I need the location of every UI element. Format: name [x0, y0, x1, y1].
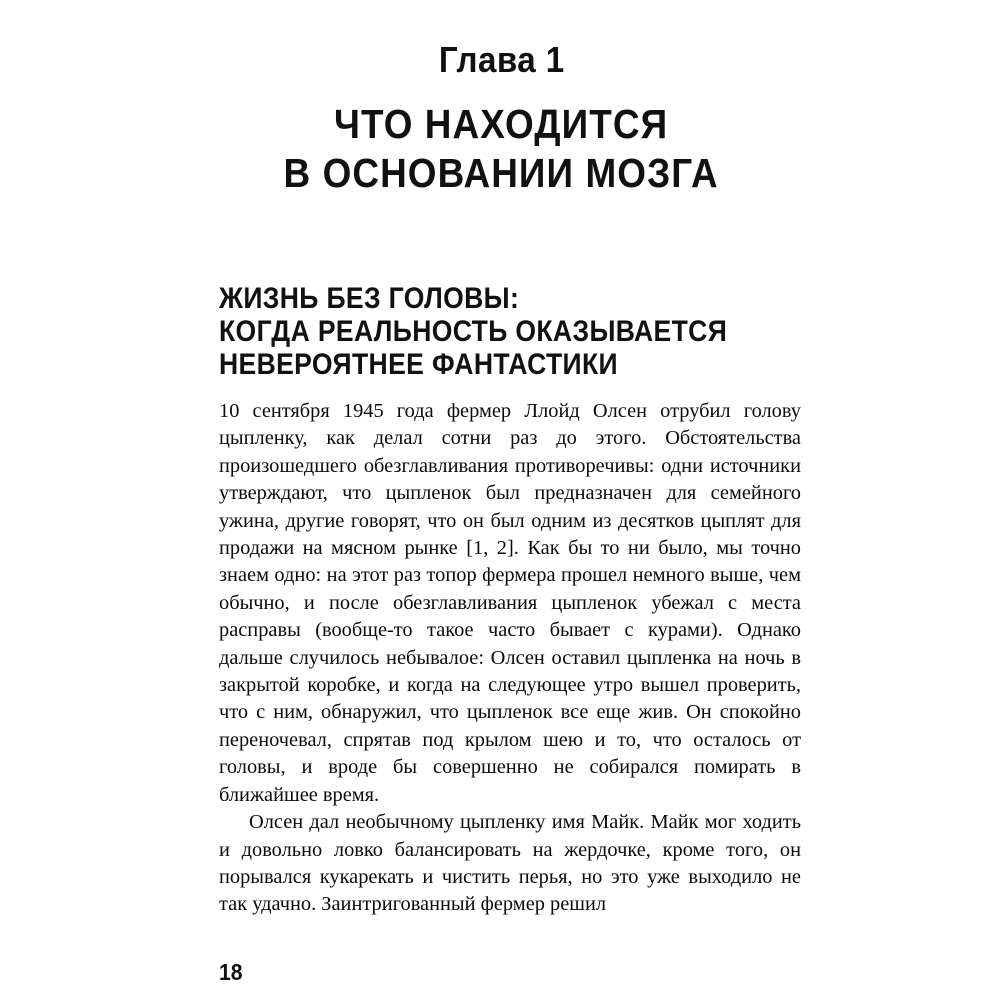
page-number: 18	[219, 959, 243, 985]
section-heading-line-2: КОГДА РЕАЛЬНОСТЬ ОКАЗЫВАЕТСЯ	[219, 315, 728, 348]
chapter-label: Глава 1	[438, 39, 565, 80]
chapter-title	[51, 100, 951, 198]
body-paragraph: Олсен дал необычному цыпленку имя Майк. Майк мог ходить и довольно ловко балансировать на жердочке, кроме того, он порывался кукарекать и чистить перья, но это уже выходило не так удачно. Заинтригованный фермер решил	[219, 811, 801, 916]
body-paragraph: 10 сентября 1945 года фермер Ллойд Олсен отрубил голову цыпленку, как делал сотни раз до этого. Обстоятельства произошедшего обезглавливания противоречивы: одни источники утверждают, что цыпленок был предназначен для семейного ужина, другие говорят, что он был одним из десятков цыплят для продажи на мясном рынке [1, 2]. Как бы то ни было, мы точно знаем одно: на этот раз топор фермера прошел немного выше, чем обычно, и после обезглавливания цыпленок убежал с места расправы (вообще-то такое часто бывает с курами). Однако дальше случилось небывалое: Олсен оставил цыпленка на ночь в закрытой коробке, и когда на следующее утро вышел проверить, что с ним, обнаружил, что цыпленок все еще жив. Он спокойно переночевал, спрятав под крылом шею и то, что осталось от головы, и вроде бы совершенно не собирался помирать в ближайшее время.	[219, 400, 801, 806]
chapter-title-line-1: ЧТО НАХОДИТСЯ	[333, 101, 669, 147]
body-text	[219, 398, 801, 919]
section-heading	[219, 282, 768, 381]
chapter-title-line-2: В ОСНОВАНИИ МОЗГА	[283, 150, 719, 196]
section-heading-line-1: ЖИЗНЬ БЕЗ ГОЛОВЫ:	[219, 282, 520, 315]
section-heading-line-3: НЕВЕРОЯТНЕЕ ФАНТАСТИКИ	[219, 348, 618, 381]
